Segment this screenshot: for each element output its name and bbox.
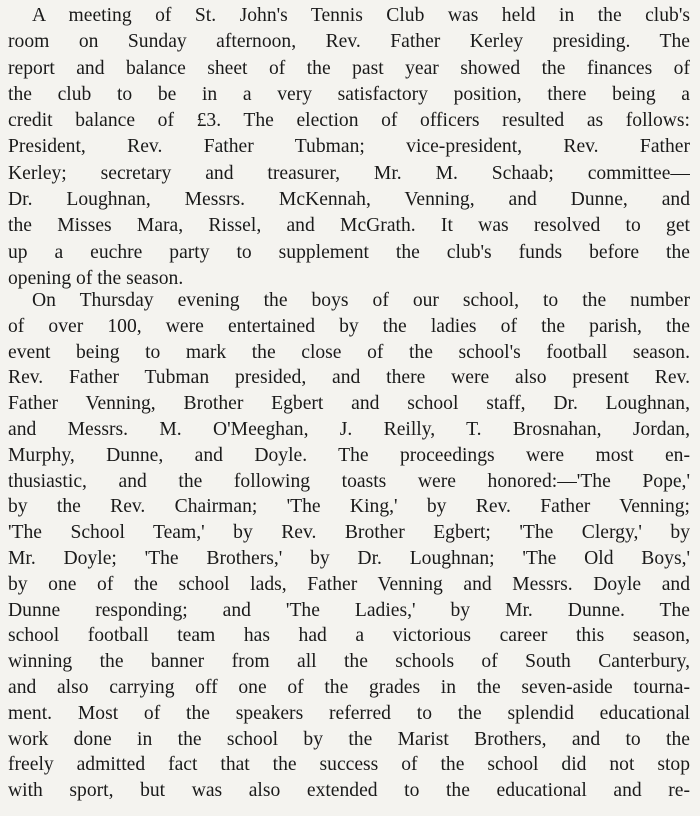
text-line: up a euchre party to supplement the club's funds before the: [8, 241, 690, 263]
text-line: the club to be in a very satisfactory position, there being a: [8, 83, 690, 105]
text-line: work done in the school by the Marist Brothers, and to the: [8, 728, 690, 750]
text-line: winning the banner from all the schools of South Canterbury,: [8, 651, 690, 673]
text-line: by the Rev. Chairman; 'The King,' by Rev. Father Venning;: [8, 496, 690, 518]
text-line: thusiastic, and the following toasts were honored:—'The Pope,': [8, 470, 690, 492]
text-line: Dr. Loughnan, Messrs. McKennah, Venning, and Dunne, and: [8, 189, 690, 211]
text-line: and also carrying off one of the grades in the seven-aside tourna-: [8, 676, 690, 698]
paragraph-school-football: [8, 288, 690, 804]
text-line: report and balance sheet of the past year showed the finances of: [8, 57, 690, 79]
text-line: Mr. Doyle; 'The Brothers,' by Dr. Loughnan; 'The Old Boys,': [8, 547, 690, 569]
text-line: Rev. Father Tubman presided, and there were also present Rev.: [8, 367, 690, 389]
text-line: credit balance of £3. The election of officers resulted as follows:: [8, 110, 690, 132]
text-line: Dunne responding; and 'The Ladies,' by Mr. Dunne. The: [8, 599, 690, 621]
text-line: with sport, but was also extended to the educational and re-: [8, 780, 690, 802]
text-line: room on Sunday afternoon, Rev. Father Kerley presiding. The: [8, 31, 690, 53]
text-line: of over 100, were entertained by the ladies of the parish, the: [8, 315, 690, 337]
text-line: the Misses Mara, Rissel, and McGrath. It was resolved to get: [8, 215, 690, 237]
paragraph-tennis-club: [8, 3, 690, 292]
text-line: A meeting of St. John's Tennis Club was held in the club's: [32, 5, 690, 26]
text-line: President, Rev. Father Tubman; vice-president, Rev. Father: [8, 136, 690, 158]
text-line: opening of the season.: [8, 267, 184, 289]
text-line: On Thursday evening the boys of our school, to the number: [32, 290, 690, 311]
text-line: event being to mark the close of the school's football season.: [8, 341, 690, 363]
text-line: school football team has had a victorious career this season,: [8, 625, 690, 647]
text-line: freely admitted fact that the success of the school did not stop: [8, 754, 690, 776]
bottom-fade: [0, 802, 700, 816]
text-line: Father Venning, Brother Egbert and school staff, Dr. Loughnan,: [8, 393, 690, 415]
text-line: by one of the school lads, Father Venning and Messrs. Doyle and: [8, 573, 690, 595]
text-line: Murphy, Dunne, and Doyle. The proceedings were most en-: [8, 444, 690, 466]
text-line: ment. Most of the speakers referred to the splendid educational: [8, 702, 690, 724]
text-line: and Messrs. M. O'Meeghan, J. Reilly, T. Brosnahan, Jordan,: [8, 418, 690, 440]
text-line: 'The School Team,' by Rev. Brother Egbert; 'The Clergy,' by: [8, 522, 690, 544]
text-line: Kerley; secretary and treasurer, Mr. M. Schaab; committee—: [8, 162, 690, 184]
